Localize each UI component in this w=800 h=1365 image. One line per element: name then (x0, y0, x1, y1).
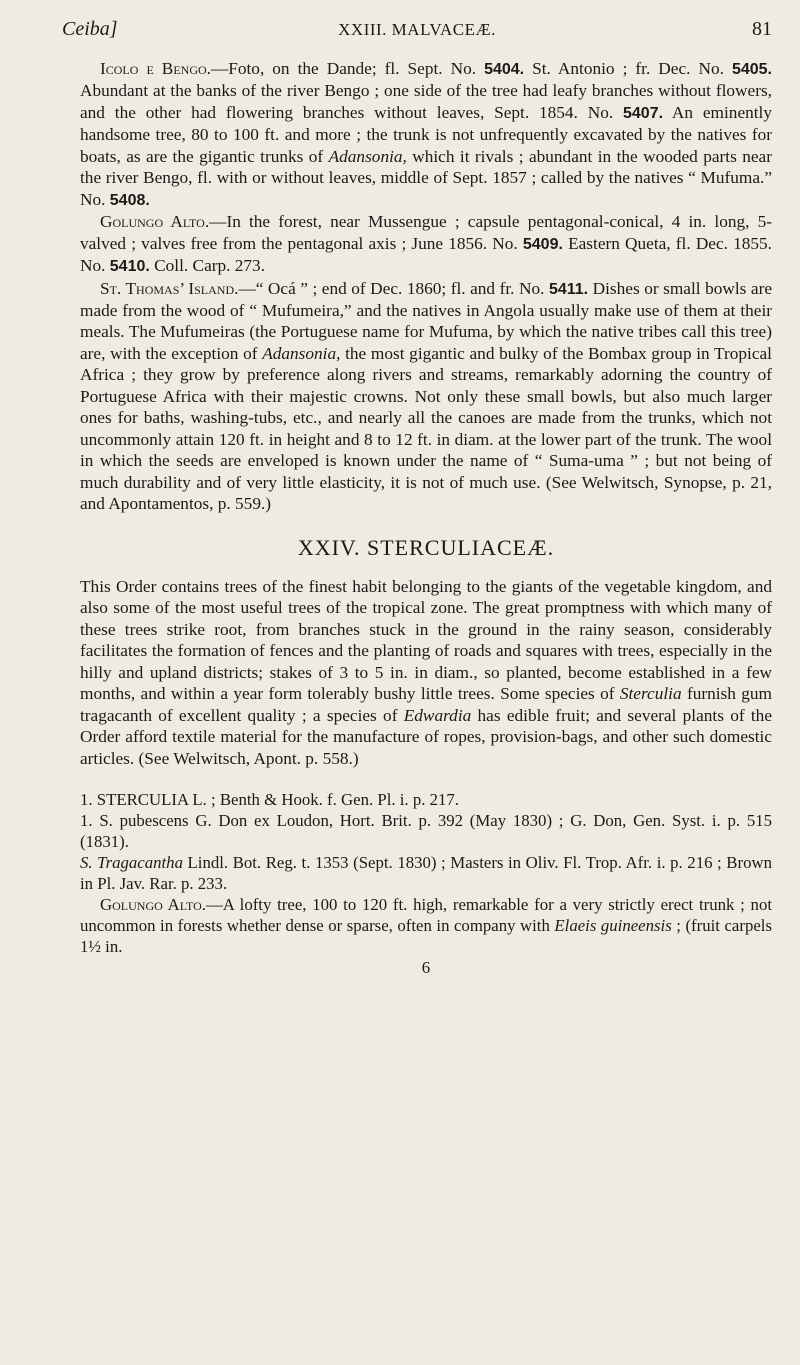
species-entry: 1. S. pubescens G. Don ex Loudon, Hort. Brit. p. 392 (May 1830) ; G. Don, Gen. Syst. i. p. 515 (1831). (80, 811, 772, 852)
text-run: has edible fruit; and several plants of the Order afford textile material for the manufacture of ropes, provision-bags, and other such domestic articles. (See Welwitsch, Apont. p. 558.) (80, 705, 772, 768)
chapter-heading: XXIII. MALVACEÆ. (338, 20, 496, 39)
text-run: which it rivals ; abundant in the wooded parts near the river Bengo, fl. with or without leaves, middle of Sept. 1857 ; called by the natives “ Mufuma.” No. (80, 146, 772, 209)
specimen-number: 5407. (623, 104, 664, 122)
text-run: This Order contains trees of the finest habit belonging to the giants of the vegetable kingdom, and also some of the most useful trees of the tropical zone. The great promptness with which many of these trees strike root, from branches stuck in the ground in the rainy season, considerably facilitates the formation of fences and the planting of roads and squares with trees, especially in the hilly and upland districts; stakes of 3 to 5 in. in diam., so planted, become established in a few months, and within a year form tolerably bushy little trees. Some species of (80, 576, 772, 704)
locality-name: Icolo e Bengo. (100, 59, 211, 78)
specimen-number: 5410. (109, 258, 150, 276)
section-title: XXIV. STERCULIACEÆ. (297, 534, 555, 560)
italic-name: Adansonia, (262, 343, 341, 363)
specimen-number: 5411. (548, 280, 589, 298)
locality-entry (80, 58, 772, 211)
text-run: —In the forest, near Mussengue ; capsule pentagonal-conical, 4 in. long, 5-valved ; valves free from the pentagonal axis ; June 1856. No. (80, 212, 772, 253)
text-run: An eminently handsome tree, 80 to 100 ft. and more ; the trunk is not unfrequently excavated by the natives for boats, as are the gigantic trunks of (80, 102, 772, 166)
italic-name: S. Tragacantha (80, 853, 183, 873)
text-run: Dishes or small bowls are made from the wood of “ Mufumeira,” and the natives in Angola usually make use of them at their meals. The Mufumeiras (the Portuguese name for Mufuma, by which the native tribes call this tree) are, with the exception of (80, 278, 772, 363)
synonym-entry (80, 852, 772, 894)
text-run: St. Antonio ; fr. Dec. No. (524, 59, 732, 78)
text-run: Abundant at the banks of the river Bengo ; one side of the tree had leafy branches without flowers, and the other had flowering branches without leaves, Sept. 1854. No. (80, 81, 772, 122)
text-run: ; (fruit carpels 1½ in. (80, 916, 772, 957)
locality-name: St. Thomas’ Island. (100, 278, 239, 298)
text-run: Eastern Queta, fl. Dec. 1855. No. (80, 233, 772, 276)
text-run: —“ Ocá ” ; end of Dec. 1860; fl. and fr. No. (238, 278, 549, 298)
locality-entry-golungo (80, 894, 772, 957)
specimen-number: 5405. (731, 61, 772, 78)
body-text (80, 58, 772, 978)
locality-name: Golungo Alto. (100, 212, 210, 232)
text-run: —A lofty tree, 100 to 120 ft. high, remarkable for a very strictly erect trunk ; not uncommon in forests whether dense or sparse, often in company with (80, 895, 772, 936)
italic-name: Edwardia (403, 705, 472, 725)
specimen-number: 5409. (522, 235, 563, 253)
signature-mark: 6 (421, 958, 431, 978)
text-run: Lindl. Bot. Reg. t. 1353 (Sept. 1830) ; Masters in Oliv. Fl. Trop. Afr. i. p. 216 ; Brown in Pl. Jav. Rar. p. 233. (80, 853, 772, 894)
italic-name: Elaeis guineensis (554, 916, 672, 936)
page-header (62, 18, 772, 48)
locality-entry (80, 211, 772, 277)
text-run: the most gigantic and bulky of the Bombax group in Tropical Africa ; they grow by preference along rivers and streams, remarkably adorning the country of Portuguese Africa with their majestic crowns. Not only these small bowls, but also much larger ones for baths, washing-tubs, etc., and nearly all the canoes are made from the trunks, which not uncommonly attain 120 ft. in height and 8 to 12 ft. in diam. at the lower part of the trunk. The wool in which the seeds are enveloped is known under the name of “ Suma-uma ” ; but not being of much durability and of very little elasticity, it is not of much use. (See Welwitsch, Synopse, p. 21, and Apontamentos, p. 559.) (80, 343, 772, 514)
specimen-number: 5408. (109, 191, 150, 209)
locality-name: Golungo Alto. (100, 895, 206, 915)
genus-block (80, 789, 772, 978)
text-run: —Foto, on the Dande; fl. Sept. No. (210, 59, 485, 78)
text-run: furnish gum tragacanth of excellent quality ; a species of (80, 684, 772, 725)
specimen-number: 5404. (484, 61, 525, 78)
italic-name: Adansonia, (328, 146, 407, 166)
running-title: Ceiba] (62, 18, 118, 40)
order-description (80, 576, 772, 769)
page-number: 81 (752, 18, 772, 40)
locality-entry (80, 278, 772, 515)
genus-heading: 1. STERCULIA L. ; Benth & Hook. f. Gen. Pl. i. p. 217. (80, 790, 459, 810)
text-run: Coll. Carp. 273. (149, 256, 266, 276)
locality-entries (80, 58, 772, 515)
italic-name: Sterculia (619, 684, 682, 704)
